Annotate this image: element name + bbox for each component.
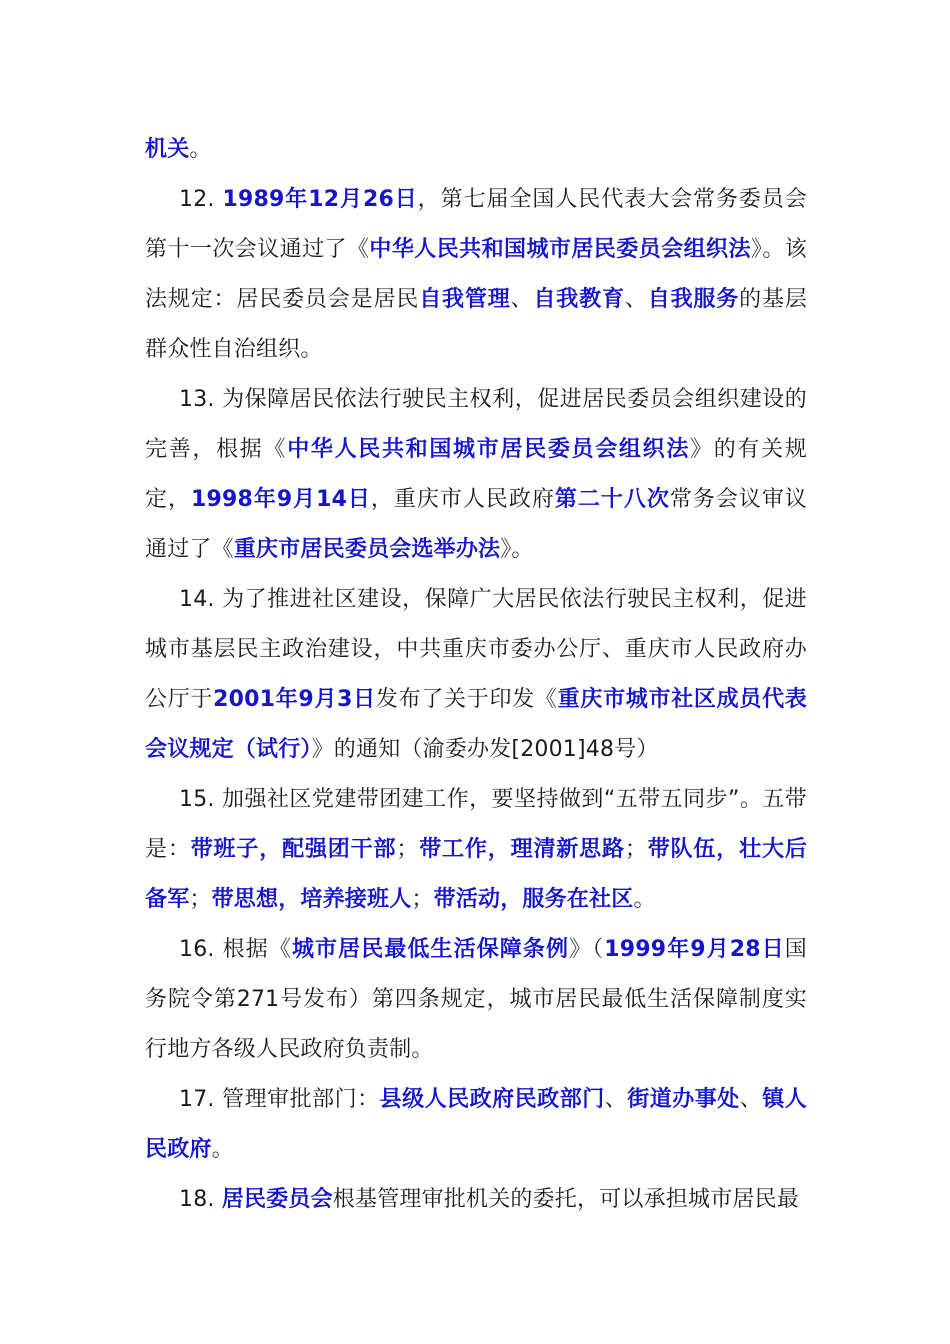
body-text: ； [411,887,434,912]
body-text: 国务院令第271号发布）第四条规定，城市居民最低生活保障制度实行地方各级人民政府负责制。 [145,937,807,1062]
body-text: 17. 管理审批部门： [179,1087,380,1112]
body-text: 》。该法规定：居民委员会是居民 [145,237,807,312]
highlighted-text: 带活动，服务在社区 [433,887,634,912]
highlighted-text: 自我服务 [647,287,740,312]
body-text: 。 [211,1137,234,1162]
body-text: 常务会议审议通过了《 [145,487,808,562]
highlighted-text: 中华人民共和国城市居民委员会组织法 [287,437,691,462]
highlighted-text: 重庆市城市社区成员代表会议规定（试行） [145,687,807,762]
highlighted-text: 带队伍，壮大后备军 [145,837,807,912]
body-text: 、 [624,287,648,312]
body-text: 12. [179,187,223,212]
body-text: 根基管理审批机关的委托，可以承担城市居民最 [332,1187,799,1212]
highlighted-text: 1989年12月26日 [222,187,418,212]
highlighted-text: 2001年9月3日 [213,687,376,712]
paragraph-item-16 [145,925,807,1075]
body-text: 》的有关规定， [145,437,807,512]
highlighted-text: 带工作，理清新思路 [418,837,625,862]
body-text: 、 [739,1087,763,1112]
highlighted-text: 1998年9月14日 [191,487,371,512]
paragraph-item-14 [145,575,807,775]
body-text: 》的通知（渝委办发[2001]48号） [311,737,659,762]
document-page [145,125,807,1225]
body-text: 的基层群众性自治组织。 [145,287,808,362]
highlighted-text: 街道办事处 [627,1087,740,1112]
body-text: 18. [179,1187,222,1212]
highlighted-text: 自我教育 [533,287,625,312]
paragraph-item-17 [145,1075,807,1175]
body-text: 发布了关于印发《 [375,687,558,712]
paragraph-item-12 [145,175,807,375]
body-text: ； [396,837,419,862]
highlighted-text: 重庆市居民委员会选举办法 [233,537,501,562]
highlighted-text: 镇人民政府 [145,1087,808,1162]
body-text: 14. 为了推进社区建设，保障广大居民依法行驶民主权利，促进城市基层民主政治建设，中共重庆市委办公厅、重庆市人民政府办公厅于 [145,587,807,712]
highlighted-text: 带思想，培养接班人 [211,887,412,912]
paragraph-item-18 [145,1175,807,1225]
paragraph-item-13 [145,375,807,575]
body-text: 13. 为保障居民依法行驶民主权利，促进居民委员会组织建设的完善，根据《 [145,387,807,462]
highlighted-text: 城市居民最低生活保障条例 [291,937,570,962]
body-text: 。 [633,887,656,912]
highlighted-text: 第二十八次 [554,487,670,512]
body-text: ； [624,837,648,862]
paragraph [145,125,807,175]
body-text: 16. 根据《 [179,937,292,962]
body-text: 、 [510,287,534,312]
body-text: 、 [604,1087,628,1112]
body-text: 。 [189,137,212,162]
body-text: ，重庆市人民政府 [370,487,555,512]
highlighted-text: 县级人民政府民政部门 [379,1087,605,1112]
body-text: 15. 加强社区党建带团建工作，要坚持做到“五带五同步”。五带是： [145,787,807,862]
body-text: ，第七届全国人民代表大会常务委员会第十一次会议通过了《 [145,187,807,262]
highlighted-text: 中华人民共和国城市居民委员会组织法 [369,237,751,262]
body-text: 》（ [569,937,605,962]
highlighted-text: 1999年9月28日 [604,937,785,962]
paragraph-item-15 [145,775,807,925]
highlighted-text: 带班子，配强团干部 [190,837,397,862]
highlighted-text: 机关 [145,137,190,162]
highlighted-text: 自我管理 [419,287,511,312]
body-text: ； [189,887,212,912]
body-text: 》。 [500,537,534,562]
highlighted-text: 居民委员会 [221,1187,333,1212]
